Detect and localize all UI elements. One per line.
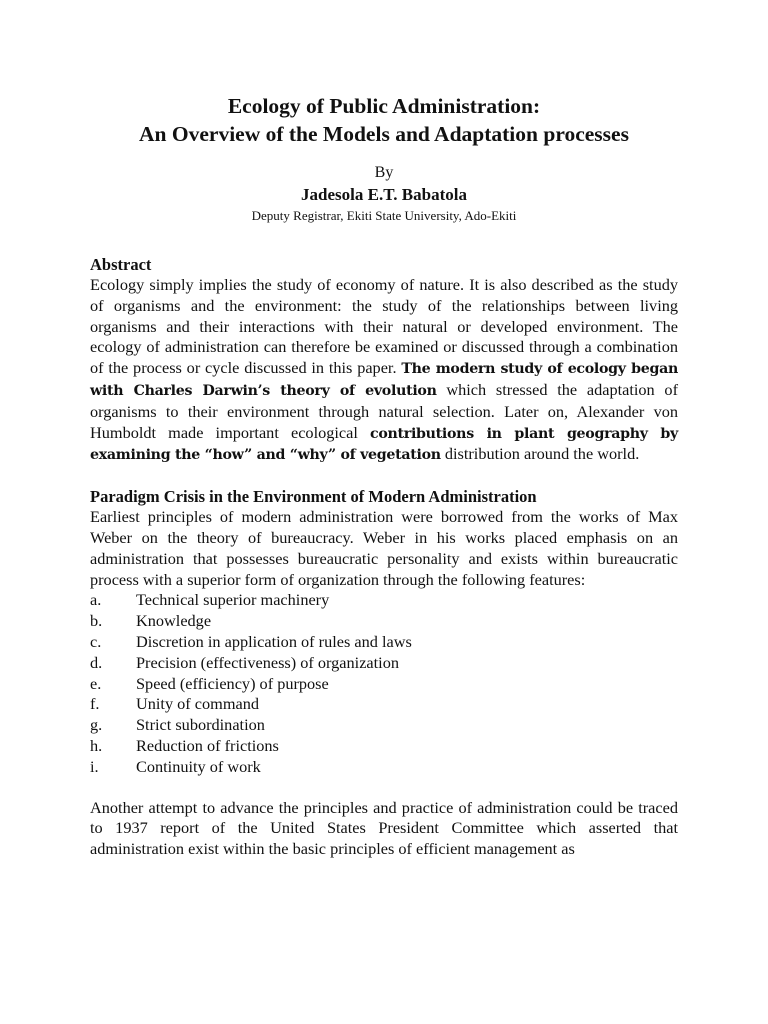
list-item bbox=[90, 590, 678, 611]
abstract-text-d: contributions in plant geography by examining the “how” and “why” of vegetation bbox=[90, 425, 678, 464]
author-name: Jadesola E.T. Babatola bbox=[301, 185, 467, 204]
features-list bbox=[90, 590, 678, 777]
list-marker: e. bbox=[90, 673, 102, 693]
abstract-text-a: Ecology simply implies the study of economy of nature. It is also described as the study of organisms and the environment: the study of the relationships between living organisms and their interactions with their natural or developed environment. The ecology of administration can therefore be examined or discussed through a combination of the process or cycle discussed in this paper. bbox=[90, 275, 678, 378]
list-item-text: Continuity of work bbox=[136, 756, 261, 776]
list-marker: g. bbox=[90, 715, 103, 735]
list-item-text: Technical superior machinery bbox=[136, 590, 330, 610]
abstract-text-e: distribution around the world. bbox=[440, 444, 640, 464]
list-marker: d. bbox=[90, 652, 103, 672]
list-marker: f. bbox=[90, 694, 100, 714]
document-title bbox=[90, 92, 678, 148]
list-item-text: Knowledge bbox=[136, 611, 212, 631]
author-affiliation: Deputy Registrar, Ekiti State University, Ado-Ekiti bbox=[251, 208, 517, 223]
abstract-heading: Abstract bbox=[90, 255, 152, 274]
list-item bbox=[90, 757, 678, 778]
closing-paragraph: Another attempt to advance the principles and practice of administration could be traced to 1937 report of the United States President Committee which asserted that administration exist within the basic principles of efficient management as bbox=[90, 797, 678, 859]
list-marker: i. bbox=[90, 756, 99, 776]
list-item bbox=[90, 715, 678, 736]
list-item bbox=[90, 694, 678, 715]
byline-by: By bbox=[374, 164, 394, 181]
abstract-text-b: The modern study of ecology began with Charles Darwin’s theory of evolution bbox=[90, 361, 678, 399]
paradigm-heading: Paradigm Crisis in the Environment of Modern Administration bbox=[90, 487, 537, 507]
list-item-text: Discretion in application of rules and laws bbox=[136, 631, 412, 651]
list-item-text: Unity of command bbox=[136, 694, 259, 714]
list-item bbox=[90, 611, 678, 632]
document-page bbox=[90, 92, 678, 860]
list-item-text: Speed (efficiency) of purpose bbox=[136, 673, 329, 693]
list-item bbox=[90, 674, 678, 695]
list-item-text: Precision (effectiveness) of organization bbox=[136, 652, 399, 672]
list-marker: b. bbox=[90, 611, 103, 631]
title-line-2: An Overview of the Models and Adaptation processes bbox=[139, 122, 629, 146]
list-item bbox=[90, 632, 678, 653]
list-marker: a. bbox=[90, 590, 102, 610]
list-marker: h. bbox=[90, 735, 103, 755]
list-marker: c. bbox=[90, 631, 102, 651]
list-item-text: Reduction of frictions bbox=[136, 735, 279, 755]
list-item bbox=[90, 653, 678, 674]
list-item bbox=[90, 736, 678, 757]
title-line-1: Ecology of Public Administration: bbox=[227, 94, 541, 118]
list-item-text: Strict subordination bbox=[136, 715, 265, 735]
paradigm-paragraph: Earliest principles of modern administration were borrowed from the works of Max Weber on the theory of bureaucracy. Weber in his works placed emphasis on an administration that possesses bureaucratic personality and exists within bureaucratic process with a superior form of organization through the following features: bbox=[90, 507, 678, 589]
abstract-text-c: which stressed the adaptation of organisms to their environment through natural selection. Later on, Alexander von Humboldt made important ecological bbox=[90, 379, 678, 442]
abstract-paragraph bbox=[90, 275, 678, 466]
